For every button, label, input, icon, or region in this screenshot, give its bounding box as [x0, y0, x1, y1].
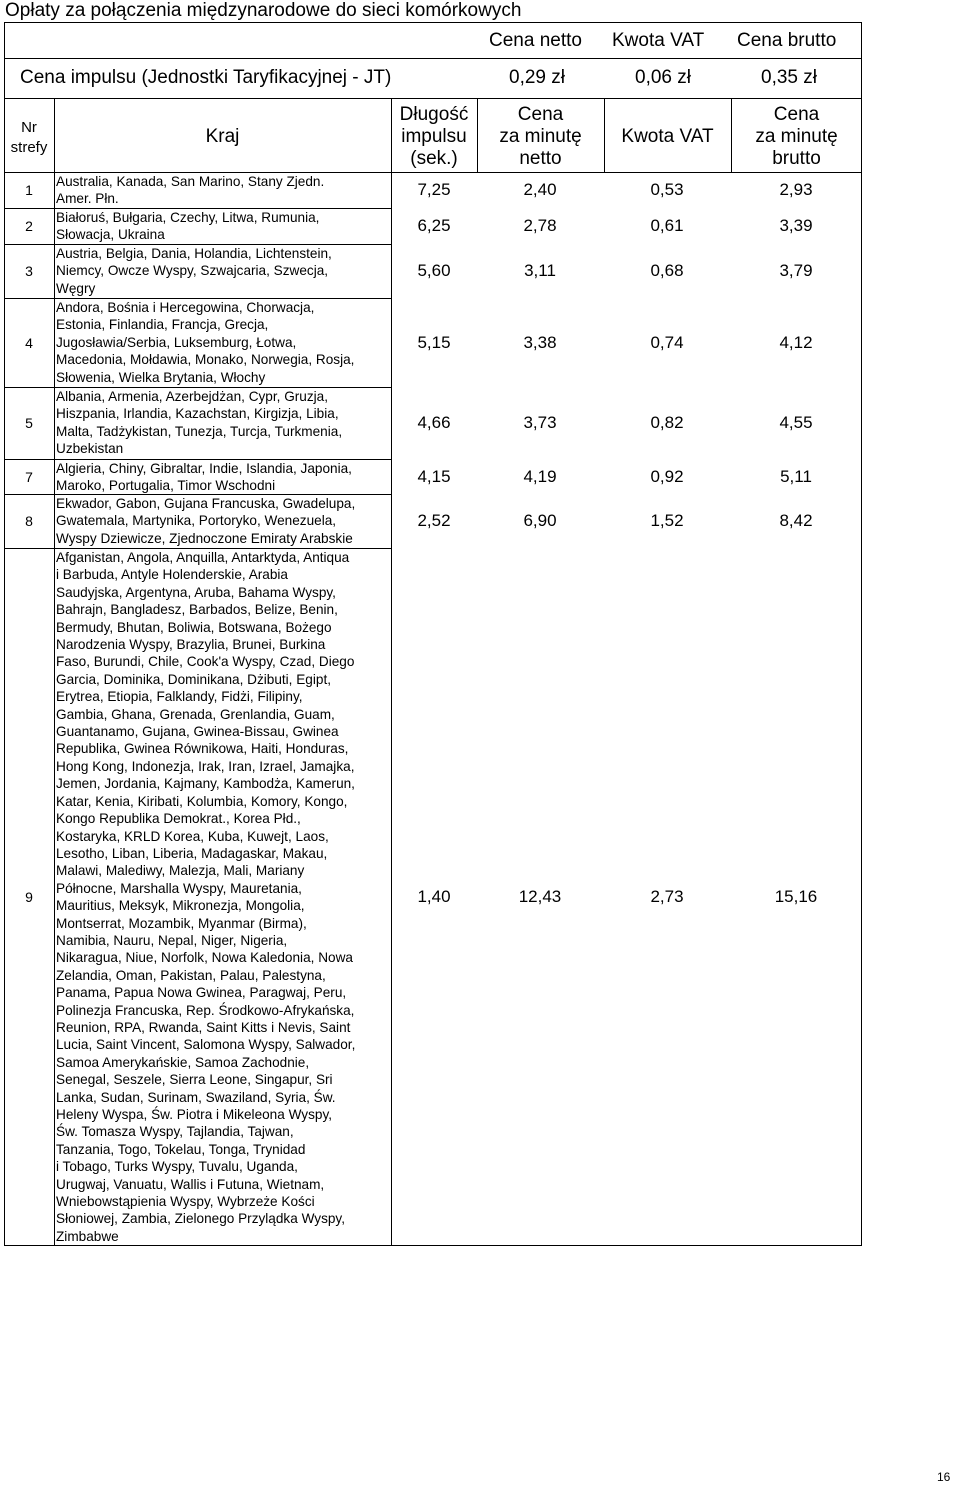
price-netto: 3,11 [524, 261, 556, 280]
country-line: Panama, Papua Nowa Gwinea, Paragwaj, Peru, [56, 985, 347, 1001]
country-line: Zelandia, Oman, Pakistan, Palau, Palestyna, [56, 967, 326, 983]
zone-number: 9 [25, 889, 33, 905]
country-line: Tanzania, Togo, Tokelau, Tonga, Trynidad [56, 1141, 306, 1157]
country-line: Amer. Płn. [56, 191, 119, 207]
zone-number: 8 [25, 513, 33, 529]
country-line: Saudyjska, Argentyna, Aruba, Bahama Wyspy, [56, 584, 336, 600]
vat-amount: 1,52 [650, 511, 684, 530]
column-header-kraj: Kraj [205, 126, 240, 147]
country-line: Bahrajn, Bangladesz, Barbados, Belize, Benin, [56, 602, 338, 618]
price-brutto: 5,11 [780, 466, 812, 486]
country-line: Algieria, Chiny, Gibraltar, Indie, Islandia, Japonia, [56, 461, 352, 476]
zone-number: 7 [25, 468, 33, 485]
country-line: Polinezja Francuska, Rep. Środkowo-Afrykańska, [56, 1002, 355, 1018]
price-brutto: 3,39 [779, 216, 813, 235]
country-line: Wyspy Dziewicze, Zjednoczone Emiraty Arabskie [56, 530, 353, 546]
country-line: Albania, Armenia, Azerbejdżan, Cypr, Gruzja, [56, 389, 329, 404]
price-netto: 4,19 [523, 466, 557, 486]
country-line: Maroko, Portugalia, Timor Wschodni [56, 478, 276, 494]
country-line: Senegal, Seszele, Sierra Leone, Singapur, Sri [56, 1072, 333, 1088]
zone-number: 5 [25, 415, 33, 431]
impulse-length: 4,15 [417, 466, 451, 486]
grid-line [4, 58, 862, 59]
price-brutto: 4,12 [779, 332, 813, 352]
country-list [56, 173, 324, 208]
header-cena-brutto: Cena brutto [737, 30, 837, 51]
country-line: Gambia, Ghana, Grenada, Grenlandia, Guam, [56, 706, 335, 722]
country-line: Północne, Marshalla Wyspy, Mauretania, [56, 880, 302, 896]
price-netto: 12,43 [518, 887, 562, 906]
page-number: 16 [937, 1470, 951, 1484]
price-brutto: 15,16 [774, 887, 818, 906]
country-line: Afganistan, Angola, Anquilla, Antarktyda, Antiqua [56, 550, 350, 565]
price-brutto: 4,55 [779, 413, 813, 432]
price-netto: 3,73 [523, 413, 557, 432]
country-line: Republika, Gwinea Równikowa, Haiti, Honduras, [56, 741, 349, 757]
grid-line [604, 98, 605, 172]
country-line: Zimbabwe [56, 1228, 119, 1244]
price-brutto: 8,42 [779, 511, 813, 530]
impulse-length: 5,15 [417, 332, 451, 352]
country-line: Bermudy, Bhutan, Boliwia, Botswana, Bożego [56, 619, 332, 635]
country-line: Św. Tomasza Wyspy, Tajlandia, Tajwan, [56, 1124, 294, 1140]
country-line: Katar, Kenia, Kiribati, Kolumbia, Komory, Kongo, [56, 793, 348, 809]
country-line: Słoniowej, Zambia, Zielonego Przylądka Wyspy, [56, 1211, 345, 1227]
zone-number: 2 [25, 218, 33, 234]
country-line: Wniebowstąpienia Wyspy, Wybrzeże Kości [56, 1194, 315, 1210]
zone-number: 1 [25, 182, 33, 198]
country-line: Austria, Belgia, Dania, Holandia, Lichtenstein, [56, 246, 332, 261]
grid-line [4, 98, 862, 99]
column-header-nr: Nr strefy [10, 119, 48, 156]
impulse-brutto: 0,35 zł [761, 67, 817, 88]
impulse-length: 5,60 [417, 261, 451, 280]
country-line: Malawi, Malediwy, Malezja, Mali, Mariany [56, 863, 305, 879]
country-line: Mauritius, Meksyk, Mikronezja, Mongolia, [56, 898, 305, 914]
country-list [56, 388, 342, 458]
impulse-length: 4,66 [417, 413, 451, 432]
country-line: Montserrat, Mozambik, Myanmar (Birma), [56, 915, 307, 931]
country-list [56, 245, 332, 297]
zone-number: 3 [25, 263, 33, 279]
country-line: Jemen, Jordania, Kajmany, Kambodża, Kamerun, [56, 776, 355, 792]
country-line: Australia, Kanada, San Marino, Stany Zjedn. [56, 174, 325, 189]
country-line: Narodzenia Wyspy, Brazylia, Brunei, Burkina [56, 637, 326, 653]
country-line: Niemcy, Owcze Wyspy, Szwajcaria, Szwecja, [56, 263, 329, 279]
vat-amount: 0,68 [650, 261, 684, 280]
impulse-vat: 0,06 zł [635, 67, 691, 88]
impulse-length: 6,25 [417, 216, 451, 235]
country-line: Reunion, RPA, Rwanda, Saint Kitts i Nevis, Saint [56, 1019, 351, 1035]
impulse-length: 1,40 [417, 887, 451, 906]
country-line: Nikaragua, Niue, Norfolk, Nowa Kaledonia, Nowa [56, 950, 353, 966]
country-line: Faso, Burundi, Chile, Cook'a Wyspy, Czad, Diego [56, 654, 355, 670]
country-line: Słowenia, Wielka Brytania, Włochy [56, 369, 266, 385]
price-netto: 3,38 [523, 332, 557, 352]
country-line: Węgry [56, 280, 96, 296]
country-line: Andora, Bośnia i Hercegowina, Chorwacja, [56, 300, 315, 315]
price-netto: 2,78 [523, 216, 557, 235]
column-header-netto: Cena za minutę netto [499, 104, 582, 169]
grid-line [731, 98, 732, 172]
price-netto: 2,40 [523, 180, 557, 199]
page-title: Opłaty za połączenia międzynarodowe do sieci komórkowych [5, 0, 522, 21]
header-kwota-vat: Kwota VAT [612, 30, 705, 51]
country-list [56, 549, 355, 1245]
country-line: Urugwaj, Vanuatu, Wallis i Futuna, Wietnam, [56, 1176, 325, 1192]
vat-amount: 0,74 [650, 332, 684, 352]
vat-amount: 0,92 [650, 466, 684, 486]
country-line: Lesotho, Liban, Liberia, Madagaskar, Makau, [56, 845, 328, 861]
country-line: Heleny Wyspa, Św. Piotra i Mikeleona Wyspy, [56, 1107, 333, 1122]
vat-amount: 0,61 [650, 216, 684, 235]
vat-amount: 0,82 [650, 413, 684, 432]
country-line: Garcia, Dominika, Dominikana, Dżibuti, Egipt, [56, 671, 332, 687]
grid-line [477, 98, 478, 172]
country-line: Lucia, Saint Vincent, Salomona Wyspy, Salwador, [56, 1037, 356, 1053]
country-list [56, 460, 352, 495]
zone-number: 4 [25, 334, 33, 351]
country-line: Estonia, Finlandia, Francja, Grecja, [56, 317, 269, 333]
country-line: Gwatemala, Martynika, Portoryko, Wenezuela, [56, 513, 337, 529]
country-line: Malta, Tadżykistan, Tunezja, Turcja, Turkmenia, [56, 423, 343, 439]
price-netto: 6,90 [523, 511, 557, 530]
country-line: Lanka, Sudan, Surinam, Swaziland, Syria, Św. [56, 1089, 336, 1105]
impulse-netto: 0,29 zł [509, 67, 565, 88]
price-brutto: 2,93 [779, 180, 813, 199]
country-line: Erytrea, Etiopia, Falklandy, Fidżi, Filipiny, [56, 689, 303, 705]
country-list [56, 209, 319, 244]
vat-amount: 2,73 [650, 887, 684, 906]
header-cena-netto: Cena netto [489, 30, 582, 51]
grid-line [391, 98, 392, 1246]
country-line: Jugosławia/Serbia, Luksemburg, Łotwa, [56, 334, 297, 350]
country-line: Kostaryka, KRLD Korea, Kuba, Kuwejt, Laos, [56, 828, 329, 844]
country-line: Ekwador, Gabon, Gujana Francuska, Gwadelupa, [56, 496, 356, 511]
price-brutto: 3,79 [779, 261, 813, 280]
country-line: Hong Kong, Indonezja, Irak, Iran, Izrael, Jamajka, [56, 758, 355, 774]
country-line: Guantanamo, Gujana, Gwinea-Bissau, Gwinea [56, 724, 339, 740]
country-line: i Barbuda, Antyle Holenderskie, Arabia [56, 567, 288, 583]
country-line: Białoruś, Bułgaria, Czechy, Litwa, Rumunia, [56, 210, 320, 225]
column-header-dlugosc: Długość impulsu (sek.) [399, 104, 469, 169]
column-header-vat: Kwota VAT [621, 126, 714, 147]
country-line: Samoa Amerykańskie, Samoa Zachodnie, [56, 1054, 310, 1070]
country-line: i Tobago, Turks Wyspy, Tuvalu, Uganda, [56, 1159, 298, 1175]
country-line: Hiszpania, Irlandia, Kazachstan, Kirgizja, Libia, [56, 406, 339, 422]
vat-amount: 0,53 [650, 180, 684, 199]
impulse-length: 7,25 [417, 180, 451, 199]
country-list [56, 299, 354, 386]
column-header-brutto: Cena za minutę brutto [755, 104, 838, 169]
grid-line [54, 98, 55, 1246]
country-line: Namibia, Nauru, Nepal, Niger, Nigeria, [56, 932, 288, 948]
country-list [56, 495, 355, 547]
impulse-label: Cena impulsu (Jednostki Taryfikacyjnej - JT) [20, 67, 392, 88]
country-line: Uzbekistan [56, 441, 124, 457]
country-line: Słowacja, Ukraina [56, 227, 165, 243]
country-line: Kongo Republika Demokrat., Korea Płd., [56, 811, 301, 827]
impulse-length: 2,52 [417, 511, 451, 530]
country-line: Macedonia, Mołdawia, Monako, Norwegia, Rosja, [56, 352, 355, 368]
